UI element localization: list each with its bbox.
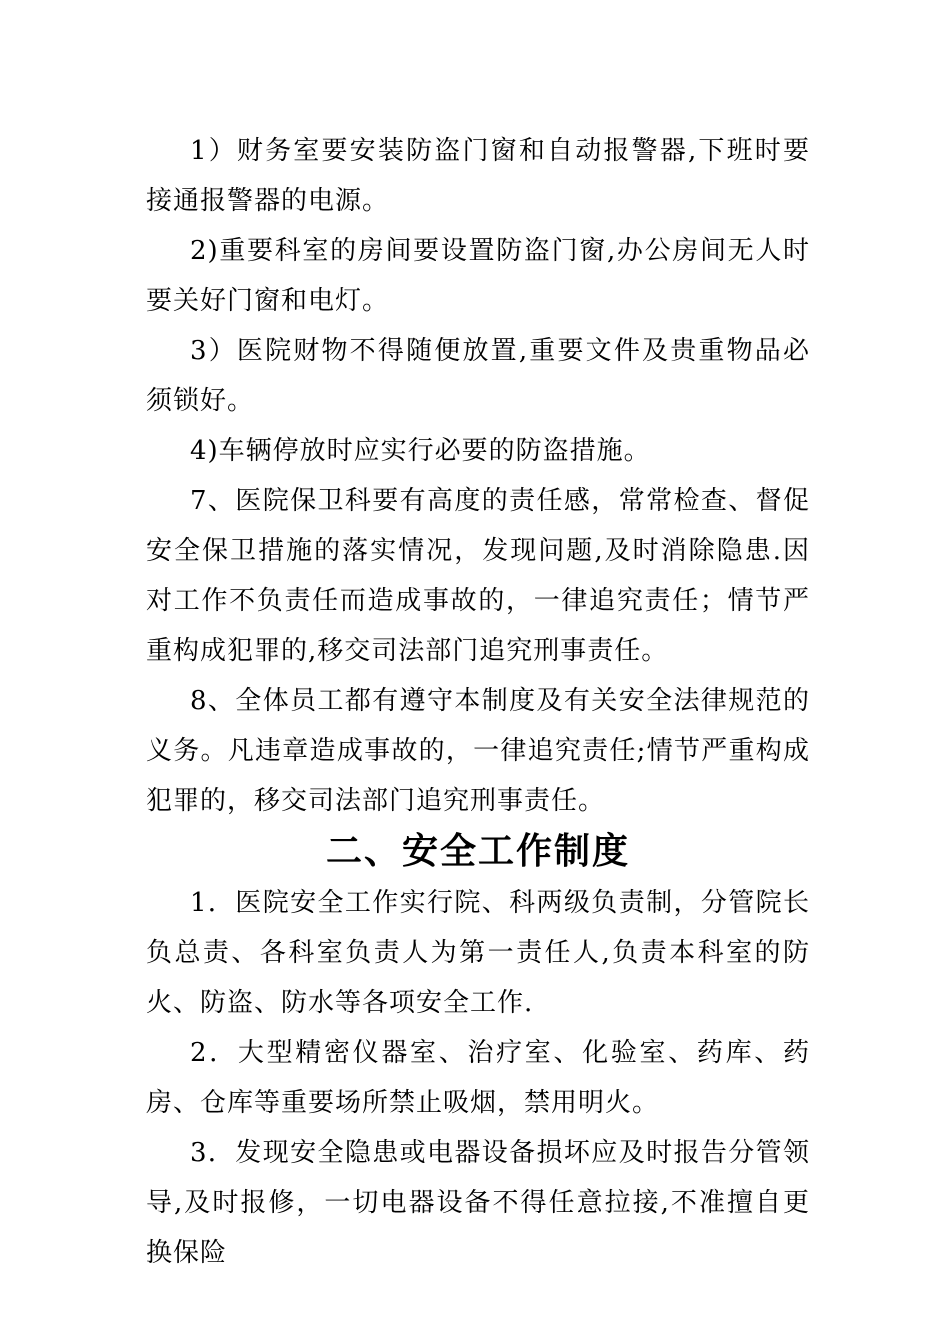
section-heading: 二、安全工作制度: [325, 831, 630, 872]
safety-paragraph-2: 2．大型精密仪器室、治疗室、化验室、药库、药房、仓库等重要场所禁止吸烟，禁用明火。: [146, 1038, 810, 1118]
safety-paragraph-1: 1．医院安全工作实行院、科两级负责制，分管院长负总责、各科室负责人为第一责任人,负责本科室的防火、防盗、防水等各项安全工作.: [146, 888, 810, 1018]
document-page: [146, 126, 810, 1278]
paragraph-3: 3）医院财物不得随便放置,重要文件及贵重物品必须锁好。: [146, 336, 810, 416]
paragraph-7: 7、医院保卫科要有高度的责任感，常常检查、督促安全保卫措施的落实情况，发现问题,及时消除隐患.因对工作不负责任而造成事故的，一律追究责任；情节严重构成犯罪的,移交司法部门追究刑事责任。: [146, 486, 810, 666]
paragraph-4: 4)车辆停放时应实行必要的防盗措施。: [190, 436, 651, 466]
safety-paragraph-3: 3．发现安全隐患或电器设备损坏应及时报告分管领导,及时报修，一切电器设备不得任意拉接,不准擅自更换保险: [146, 1138, 810, 1268]
paragraph-2: 2)重要科室的房间要设置防盗门窗,办公房间无人时要关好门窗和电灯。: [146, 236, 810, 316]
paragraph-1: 1）财务室要安装防盗门窗和自动报警器,下班时要接通报警器的电源。: [146, 136, 810, 216]
paragraph-8: 8、全体员工都有遵守本制度及有关安全法律规范的义务。凡违章造成事故的，一律追究责任;情节严重构成犯罪的，移交司法部门追究刑事责任。: [146, 686, 810, 816]
